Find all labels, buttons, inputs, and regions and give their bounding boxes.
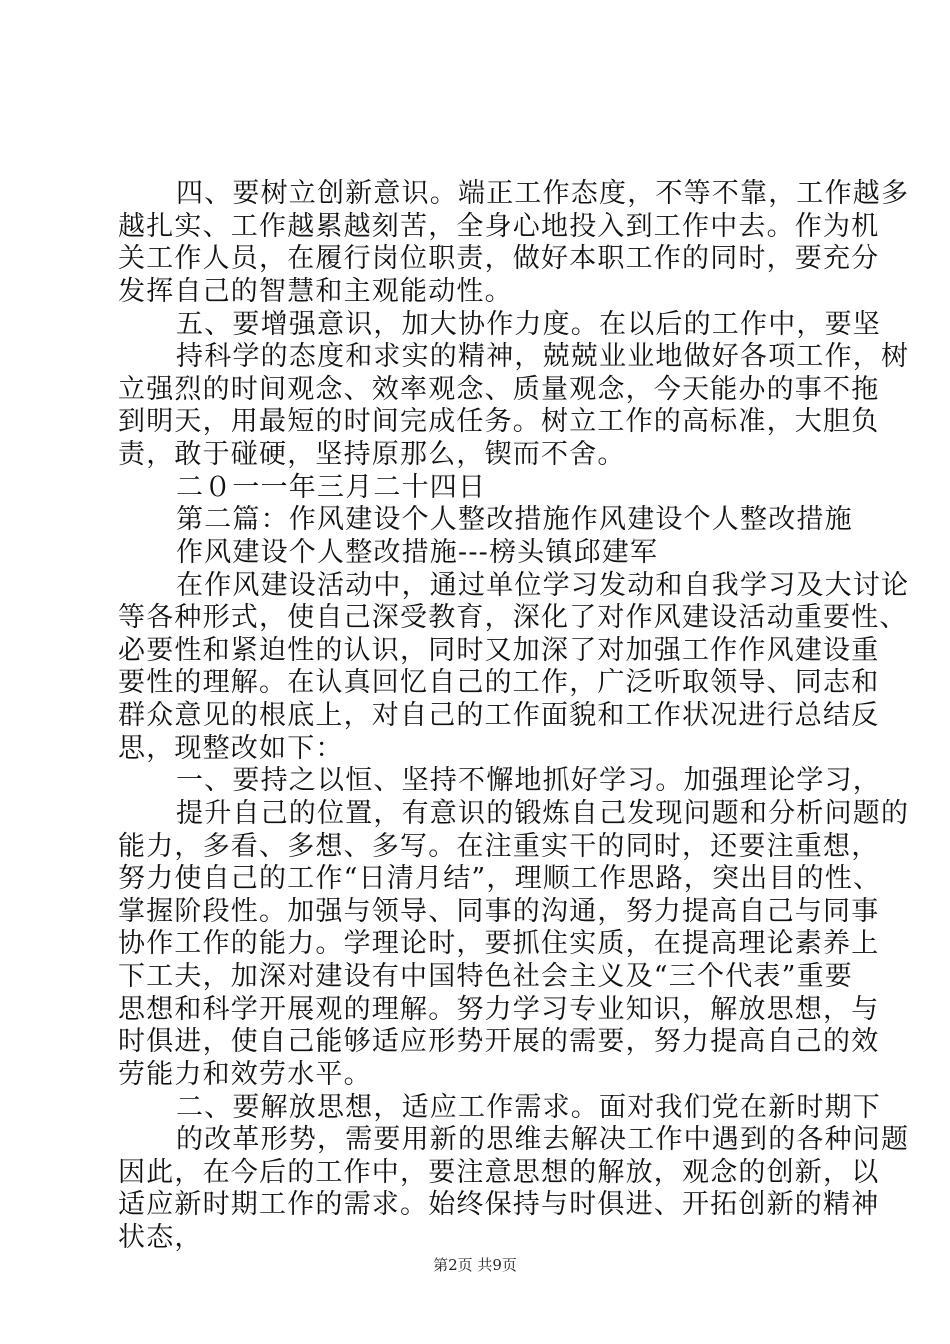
text-line: 能力，多看、多想、多写。在注重实干的同时，还要注重想， bbox=[118, 831, 880, 862]
text-line: 劳能力和效劳水平。 bbox=[118, 1059, 372, 1090]
text-line: 一、要持之以恒、坚持不懈地抓好学习。加强理论学习， bbox=[176, 765, 881, 796]
text-line: 必要性和紧迫性的认识，同时又加深了对加强工作作风建设重 bbox=[118, 635, 880, 666]
date-line: 二０一一年三月二十四日 bbox=[176, 472, 487, 503]
text-line: 关工作人员，在履行岗位职责，做好本职工作的同时，要充分 bbox=[118, 243, 880, 274]
text-line: 思想和科学开展观的理解。努力学习专业知识，解放思想，与 bbox=[118, 994, 880, 1025]
text-line: 二、要解放思想，适应工作需求。面对我们党在新时期下 bbox=[176, 1092, 881, 1123]
text-line: 四、要树立创新意识。端正工作态度，不等不靠，工作越多 bbox=[176, 178, 910, 209]
text-line: 越扎实、工作越累越刻苦，全身心地投入到工作中去。作为机 bbox=[118, 211, 880, 242]
text-line: 掌握阶段性。加强与领导、同事的沟通，努力提高自己与同事 bbox=[118, 896, 880, 927]
text-line: 努力使自己的工作“日清月结”，理顺工作思路，突出目的性、 bbox=[118, 863, 882, 894]
text-line: 发挥自己的智慧和主观能动性。 bbox=[118, 276, 513, 307]
text-line: 责，敢于碰硬，坚持原那么，锲而不舍。 bbox=[118, 439, 626, 470]
text-line: 下工夫，加深对建设有中国特色社会主义及“三个代表”重要 bbox=[118, 961, 854, 992]
text-line: 因此，在今后的工作中，要注意思想的解放，观念的创新，以 bbox=[118, 1157, 880, 1188]
text-line: 状态， bbox=[118, 1222, 203, 1253]
text-line: 五、要增强意识，加大协作力度。在以后的工作中，要坚 bbox=[176, 309, 881, 340]
text-line: 的改革形势，需要用新的思维去解决工作中遇到的各种问题 bbox=[176, 1124, 910, 1155]
section-subtitle: 作风建设个人整改措施---榜头镇邱建军 bbox=[176, 537, 659, 568]
text-line: 协作工作的能力。学理论时，要抓住实质，在提高理论素养上 bbox=[118, 928, 880, 959]
section-heading: 第二篇：作风建设个人整改措施作风建设个人整改措施 bbox=[176, 504, 853, 535]
text-line: 适应新时期工作的需求。始终保持与时俱进、开拓创新的精神 bbox=[118, 1189, 880, 1220]
text-line: 持科学的态度和求实的精神，兢兢业业地做好各项工作，树 bbox=[176, 341, 910, 372]
text-line: 在作风建设活动中，通过单位学习发动和自我学习及大讨论 bbox=[176, 570, 910, 601]
text-line: 等各种形式，使自己深受教育，深化了对作风建设活动重要性、 bbox=[118, 602, 908, 633]
text-line: 思，现整改如下： bbox=[118, 733, 344, 764]
text-line: 提升自己的位置，有意识的锻炼自己发现问题和分析问题的 bbox=[176, 798, 910, 829]
text-line: 要性的理解。在认真回忆自己的工作，广泛听取领导、同志和 bbox=[118, 667, 880, 698]
text-line: 群众意见的根底上，对自己的工作面貌和工作状况进行总结反 bbox=[118, 700, 880, 731]
page-number: 第2页 共9页 bbox=[433, 1256, 517, 1274]
text-line: 到明天，用最短的时间完成任务。树立工作的高标准，大胆负 bbox=[118, 406, 880, 437]
text-line: 立强烈的时间观念、效率观念、质量观念，今天能办的事不拖 bbox=[118, 374, 880, 405]
text-line: 时俱进，使自己能够适应形势开展的需要，努力提高自己的效 bbox=[118, 1026, 880, 1057]
